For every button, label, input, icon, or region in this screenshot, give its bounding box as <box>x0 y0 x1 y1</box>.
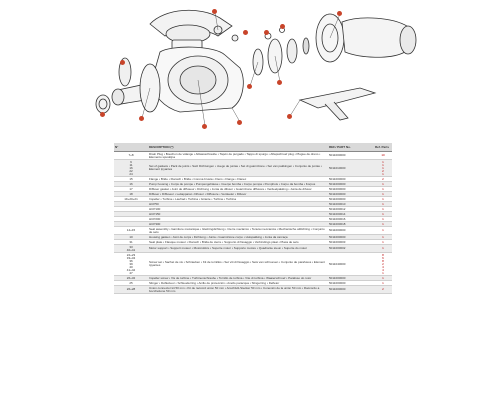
description-cell: HCP150 <box>148 212 328 217</box>
callout-marker <box>277 80 282 85</box>
ref-cell: 5011000000 <box>328 235 374 240</box>
ref-cell: 5011000016 <box>328 217 374 222</box>
qty-cell: 10 <box>374 152 392 160</box>
description-cell: Impeller • Turbine • Laufrad • Turbina • Girante • Turbine • Turbina <box>148 197 328 202</box>
ref-cell: 5011000000 <box>328 227 374 235</box>
qty-cell: 1 <box>374 235 392 240</box>
ref-cell: 5011000003 <box>328 240 374 245</box>
parts-table-body <box>114 152 392 294</box>
qty-cell: 2 <box>374 177 392 182</box>
callout-marker <box>243 30 248 35</box>
ref-cell: 5011000000 <box>328 276 374 281</box>
ref-cell: 5011000010 <box>328 202 374 207</box>
description-cell: HCP50 <box>148 202 328 207</box>
num-cell: 33 40+41 <box>114 245 148 253</box>
ref-cell: 5011010000 <box>328 160 374 177</box>
ref-cell: 5011000000 <box>328 192 374 197</box>
description-cell: Flange • Bride • Flansch • Brida • Corona brusta • Flens • Flange • Flanec <box>148 177 328 182</box>
ref-cell: 5011000014 <box>328 212 374 217</box>
callout-marker <box>202 124 207 129</box>
header-qty: Ref. Parts <box>374 143 392 152</box>
description-cell: Seal plate • Flasque moteur • Flansch • Brida de cierre • Supporto di fissaggio • Verbindings plaat • Placa de selo <box>148 240 328 245</box>
description-cell: Diffuser gasket • Joint de diffuseur • Dichtung • Junta de difusor • Guarnizione diffusore • Verdeelpakking • Junta de difusor <box>148 187 328 192</box>
num-cell: 10 <box>114 235 148 240</box>
qty-cell: 1 <box>374 202 392 207</box>
num-cell: 16 <box>114 182 148 187</box>
qty-cell: 1 <box>374 187 392 192</box>
num-cell: 31 <box>114 240 148 245</box>
description-cell: HCP300 <box>148 222 328 227</box>
description-cell: HCP100 <box>148 207 328 212</box>
qty-cell: 1 <box>374 240 392 245</box>
header-ref: REF./ PART No. <box>328 143 374 152</box>
qty-cell: 2 <box>374 286 392 294</box>
num-cell: 19+20+21 <box>114 197 148 202</box>
parts-table <box>114 143 392 294</box>
callout-marker <box>264 30 269 35</box>
qty-cell: 8 6 8 2 4 4 1 <box>374 253 392 276</box>
num-cell: 7+8 <box>114 152 148 160</box>
table-row <box>114 160 392 177</box>
description-cell: Housing gasket • Joint de corps • Dichtung • Junta • Guarnizione corpo • Huispakking • Junta da carcaça <box>148 235 328 240</box>
description-cell: Drain Plug • Bouchon de vidange • Ablassschraube • Tapón de purgado • Tappo di spurgo • Aftapschroef plug • Plugue de dreno • Elemento spuskijna <box>148 152 328 160</box>
description-cell: Screw set • Sachet de vis • Schrauben • Kit de tornillos • Set viti di fissaggio • Sets van schroeven • Conjunto de parafusos • Element tpyantes <box>148 253 328 276</box>
qty-cell: 1 <box>374 222 392 227</box>
description-cell: Pump housing • Corps de pompe • Pumpengehäuse • Cuerpo bomba • Corpo pompa • Pomphuis • Corpo da bomba • Korpus <box>148 182 328 187</box>
qty-cell: 1 <box>374 217 392 222</box>
num-cell: 25 <box>114 281 148 286</box>
qty-cell: 1 <box>374 212 392 217</box>
ref-cell: 5011000000 <box>328 177 374 182</box>
num-cell: 15 <box>114 177 148 182</box>
callout-marker <box>287 114 292 119</box>
ref-cell: 5011040000 <box>328 253 374 276</box>
qty-cell: 1 <box>374 192 392 197</box>
ref-cell: 5011000000 <box>328 152 374 160</box>
callout-marker <box>247 84 252 89</box>
description-cell: Impeller screw • Vis de turbine • Turbinenschraube • Tornillo de turbina • Vite di turbina • Waaierschroef • Parafuso do rotor <box>148 276 328 281</box>
table-row <box>114 227 392 235</box>
ref-cell: 5011000000 <box>328 182 374 187</box>
num-cell: 17 <box>114 187 148 192</box>
ref-cell: 5011000000 <box>328 286 374 294</box>
description-cell: HCP200 <box>148 217 328 222</box>
callout-marker <box>337 11 342 16</box>
table-row <box>114 286 392 294</box>
description-cell: Union connector kit 50 mm • Kit de raccord union 50 mm • Anschluß-Stecker 50 mm • Conexión de la unión 50 mm • Raccordo a bocchettone 50 mm <box>148 286 328 294</box>
table-header-row <box>114 143 392 152</box>
num-cell: 26+28 <box>114 286 148 294</box>
callout-marker <box>237 120 242 125</box>
description-cell: Motor support • Support moteur • Motorstütze • Soporte motor • Supporto motore • Quadrante steun • Suporte do motor <box>148 245 328 253</box>
qty-cell: 1 <box>374 276 392 281</box>
callout-marker <box>120 60 125 65</box>
callout-marker <box>100 112 105 117</box>
qty-cell: 1 1 1 2 1 <box>374 160 392 177</box>
ref-cell: 5011000000 <box>328 281 374 286</box>
ref-cell: 5011000018 <box>328 222 374 227</box>
exploded-pump-diagram <box>0 0 500 138</box>
num-cell: 9 11 16 22 24 <box>114 160 148 177</box>
callout-marker <box>212 9 217 14</box>
table-row <box>114 152 392 160</box>
callout-marker <box>139 116 144 121</box>
num-cell: 14+15 <box>114 227 148 235</box>
description-cell: Set of gaskets • Pack de joints • Satz Dichtungen • Juego de juntas • Set di guarnizione • Set van pakkingen • Conjunto de juntas • Element tpyantes <box>148 160 328 177</box>
qty-cell: 1 <box>374 245 392 253</box>
callout-marker <box>280 24 285 29</box>
num-cell: 18 <box>114 192 148 197</box>
description-cell: Slinger • Déflecteur • Schleuderring • Anillo de protección • Anello paracqua • Slingerring • Defletor <box>148 281 328 286</box>
ref-cell: 5011000002 <box>328 245 374 253</box>
qty-cell: 1 <box>374 227 392 235</box>
description-cell: Seal assembly • Garniture mécanique • Gleitringdichtung • Cierre mecánico • Tenuta meccanica • Mechanische afdichting • Conjunto de selo <box>148 227 328 235</box>
qty-cell: 1 <box>374 182 392 187</box>
ref-cell: 5011000012 <box>328 207 374 212</box>
num-cell: 26+32 <box>114 276 148 281</box>
table-row <box>114 253 392 276</box>
ref-cell: 5011000000 <box>328 187 374 192</box>
qty-cell: 1 <box>374 281 392 286</box>
num-cell: 22+23 33+34 36 39 40 41+42 47 <box>114 253 148 276</box>
description-cell: Diffuser • Diffuseur • Leitapparat • Difusor • Diffusore • Verdeeler • Difusor <box>148 192 328 197</box>
qty-cell: 1 <box>374 207 392 212</box>
header-number: N° <box>114 143 148 152</box>
ref-cell: 5011000000 <box>328 197 374 202</box>
header-description: DESCRIPTION (*) <box>148 143 328 152</box>
qty-cell: 1 <box>374 197 392 202</box>
table-row <box>114 245 392 253</box>
